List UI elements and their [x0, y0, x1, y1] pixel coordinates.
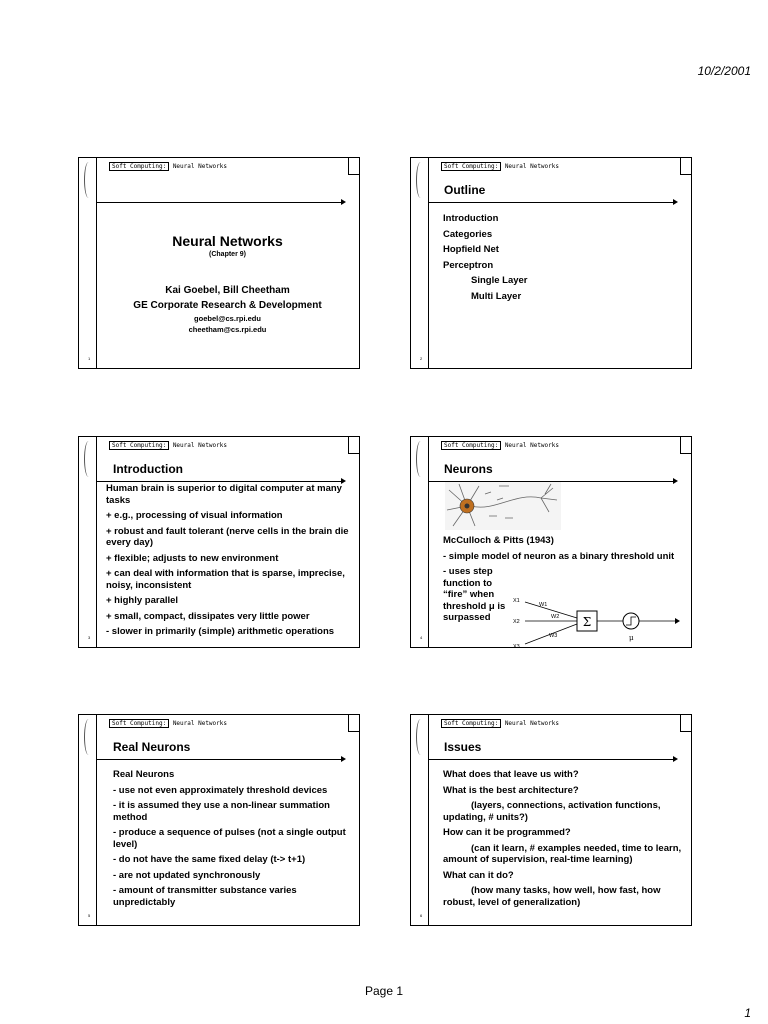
- page-footer-label: Page 1: [364, 984, 404, 998]
- slide-number: 3: [88, 635, 91, 640]
- slide-title: Issues: [444, 740, 482, 754]
- email-cheetham: cheetham@cs.rpi.edu: [188, 325, 267, 334]
- header-arrow-line: [428, 759, 674, 760]
- list-item: Multi Layer: [471, 290, 522, 302]
- print-date: 10/2/2001: [697, 64, 751, 78]
- header-rest: Neural Networks: [172, 163, 227, 170]
- slide-header: [441, 442, 559, 449]
- list-item: Categories: [443, 228, 493, 240]
- input-x1-label: X1: [513, 598, 520, 604]
- list-item: (how many tasks, how well, how fast, how robust, level of generalization): [443, 885, 661, 908]
- slide-6: [410, 714, 692, 926]
- slide-title: Neural Networks: [172, 233, 283, 249]
- corner-tab: [680, 437, 691, 454]
- input-x3-label: X3: [513, 644, 520, 648]
- slide-header: [441, 163, 559, 170]
- list-item: Hopfield Net: [443, 244, 499, 255]
- threshold-mu-label: μ: [629, 634, 634, 642]
- header-arrow-line: [96, 202, 342, 203]
- slide-5: [78, 714, 360, 926]
- margin-rule: [428, 437, 429, 647]
- corner-tab: [680, 158, 691, 175]
- list-item: - uses step function to “fire” when threshold μ is surpassed: [443, 566, 506, 623]
- list-item: - simple model of neuron as a binary threshold unit: [443, 550, 675, 562]
- list-item: + e.g., processing of visual information: [106, 510, 283, 521]
- slide-title: Real Neurons: [113, 740, 191, 754]
- header-box: Soft Computing:: [109, 441, 169, 450]
- list-item: (layers, connections, activation functions, updating, # units?): [443, 800, 661, 823]
- slide-4: [410, 436, 692, 648]
- list-item: Human brain is superior to digital computer at many tasks: [106, 483, 342, 506]
- header-rest: Neural Networks: [504, 442, 559, 449]
- header-rest: Neural Networks: [504, 163, 559, 170]
- slide-3: [78, 436, 360, 648]
- header-rest: Neural Networks: [172, 720, 227, 727]
- email-goebel: goebel@cs.rpi.edu: [194, 314, 261, 323]
- header-box: Soft Computing:: [441, 719, 501, 728]
- header-box: Soft Computing:: [441, 162, 501, 171]
- list-item: + can deal with information that is sparse, imprecise, noisy, inconsistent: [106, 568, 345, 591]
- header-box: Soft Computing:: [109, 719, 169, 728]
- binder-curl-icon: [416, 162, 425, 198]
- list-item: - do not have the same fixed delay (t-> t+1): [113, 854, 306, 865]
- introduction-list: [106, 483, 353, 642]
- list-item: - slower in primarily (simple) arithmetic operations: [106, 626, 335, 637]
- threshold-unit-diagram: [513, 594, 681, 648]
- slide-title: Neurons: [444, 462, 493, 476]
- list-item: Real Neurons: [113, 769, 175, 780]
- list-item: Perceptron: [443, 259, 494, 271]
- weight-w2-label: W2: [551, 614, 560, 620]
- input-x2-label: X2: [513, 619, 520, 625]
- slide-number: 1: [88, 356, 91, 361]
- list-item: Single Layer: [471, 275, 528, 286]
- slide-number: 4: [420, 635, 423, 640]
- header-arrow-line: [428, 202, 674, 203]
- slide-title: Introduction: [113, 462, 183, 476]
- margin-rule: [96, 158, 97, 368]
- slide-title: Outline: [444, 183, 486, 197]
- list-item: + flexible; adjusts to new environment: [106, 552, 279, 564]
- binder-curl-icon: [84, 441, 93, 477]
- slide-header: [109, 442, 227, 449]
- margin-rule: [428, 158, 429, 368]
- header-box: Soft Computing:: [109, 162, 169, 171]
- list-item: + robust and fault tolerant (nerve cells in the brain die every day): [106, 525, 349, 548]
- sum-symbol: Σ: [582, 615, 592, 629]
- list-item: - use not even approximately threshold devices: [113, 784, 328, 796]
- binder-curl-icon: [416, 719, 425, 755]
- slide-number: 5: [88, 913, 91, 918]
- list-item: Introduction: [443, 213, 499, 224]
- list-item: - amount of transmitter substance varies unpredictably: [113, 885, 297, 908]
- slide-number: 6: [420, 913, 423, 918]
- binder-curl-icon: [84, 162, 93, 198]
- chapter-label: (Chapter 9): [209, 251, 246, 258]
- header-rest: Neural Networks: [504, 720, 559, 727]
- organization: GE Corporate Research & Development: [133, 300, 322, 311]
- slide-2: [410, 157, 692, 369]
- issues-list: [443, 769, 685, 912]
- corner-tab: [348, 437, 359, 454]
- header-box: Soft Computing:: [441, 441, 501, 450]
- margin-rule: [428, 715, 429, 925]
- list-item: + highly parallel: [106, 595, 179, 606]
- list-item: What does that leave us with?: [443, 769, 579, 780]
- authors: Kai Goebel, Bill Cheetham: [165, 285, 290, 296]
- binder-curl-icon: [416, 441, 425, 477]
- margin-rule: [96, 437, 97, 647]
- slide-1: [78, 157, 360, 369]
- slide-number: 2: [420, 356, 423, 361]
- slide-header: [109, 720, 227, 727]
- header-arrow-line: [96, 759, 342, 760]
- list-item: McCulloch & Pitts (1943): [443, 535, 554, 546]
- page-corner-number: 1: [744, 1006, 751, 1020]
- weight-w1-label: W1: [539, 602, 548, 608]
- outline-list: [443, 211, 685, 304]
- slide-header: [109, 163, 227, 170]
- list-item: (can it learn, # examples needed, time to learn, amount of supervision, real-time learning): [443, 842, 682, 865]
- list-item: - it is assumed they use a non-linear summation method: [113, 800, 330, 823]
- neuron-illustration: [445, 482, 561, 530]
- list-item: - are not updated synchronously: [113, 869, 261, 881]
- corner-tab: [348, 158, 359, 175]
- list-item: + small, compact, dissipates very little power: [106, 610, 310, 622]
- corner-tab: [680, 715, 691, 732]
- real-neurons-list: [113, 769, 353, 912]
- list-item: What is the best architecture?: [443, 784, 579, 796]
- margin-rule: [96, 715, 97, 925]
- header-rest: Neural Networks: [172, 442, 227, 449]
- list-item: - produce a sequence of pulses (not a single output level): [113, 827, 346, 850]
- slide-header: [441, 720, 559, 727]
- list-item: What can it do?: [443, 869, 514, 881]
- binder-curl-icon: [84, 719, 93, 755]
- weight-w3-label: W3: [549, 633, 558, 639]
- corner-tab: [348, 715, 359, 732]
- list-item: How can it be programmed?: [443, 827, 571, 838]
- header-arrow-line: [96, 481, 342, 482]
